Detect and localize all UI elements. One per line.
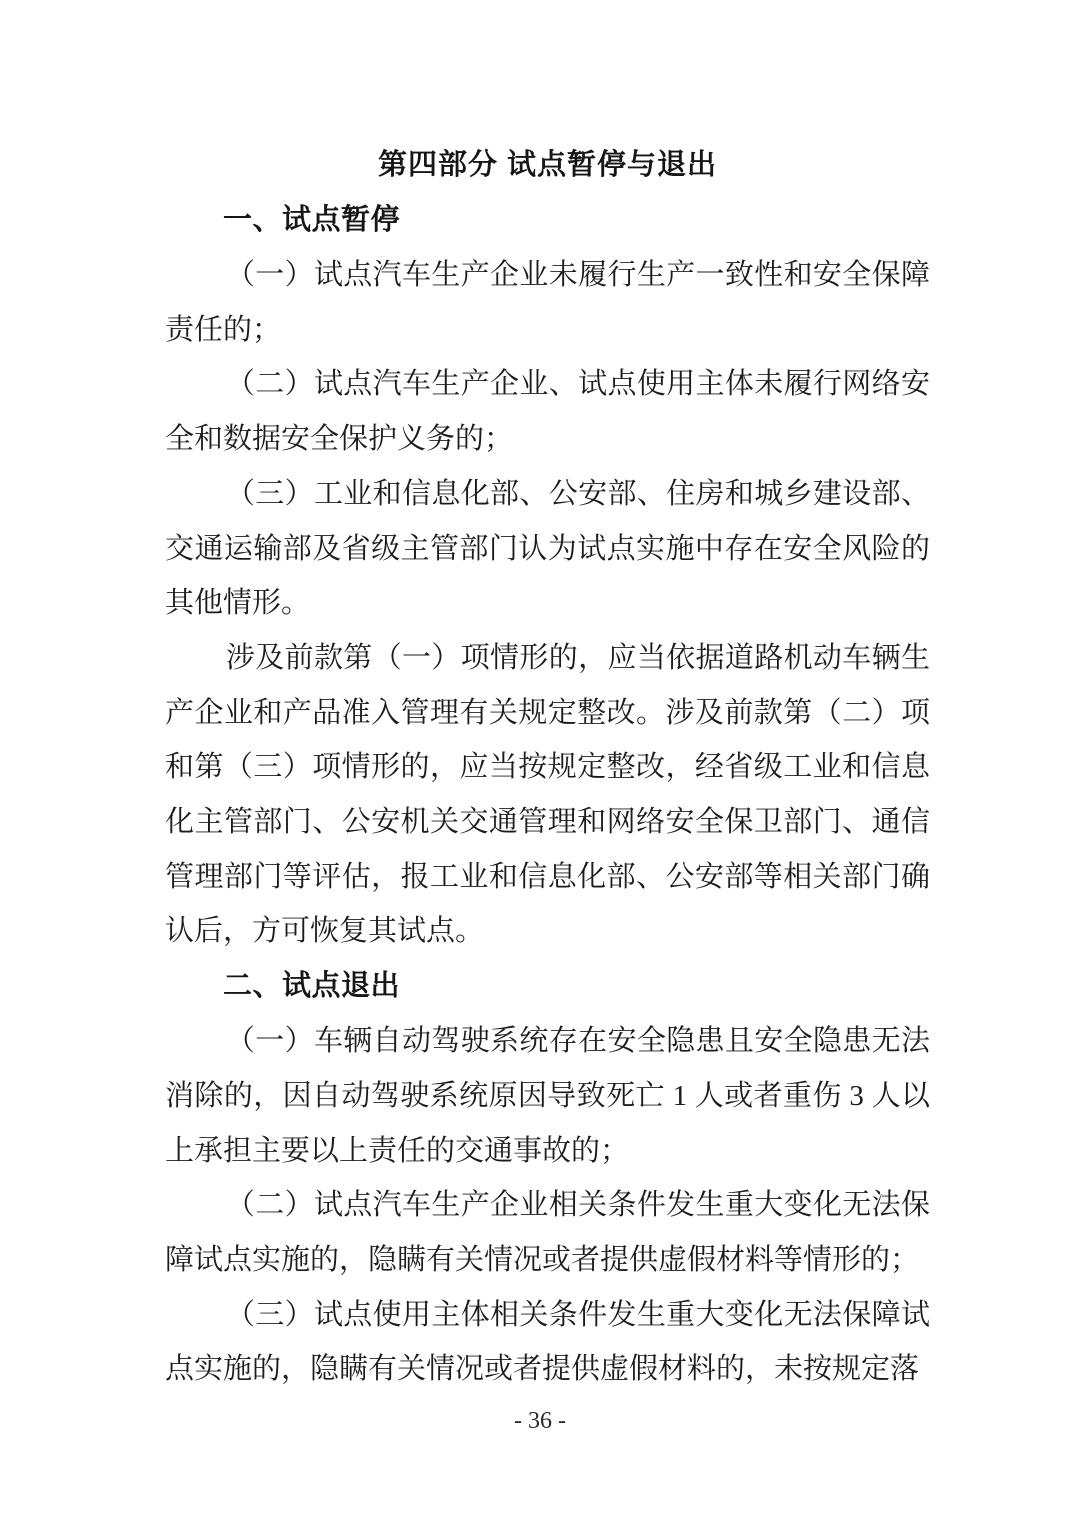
page-number: - 36 - [514,1408,566,1434]
paragraph-exit-item-3: （三）试点使用主体相关条件发生重大变化无法保障试点实施的，隐瞒有关情况或者提供虚假材料的，未按规定落 [165,1298,930,1386]
paragraph-exit-item-1: （一）车辆自动驾驶系统存在安全隐患且安全隐患无法消除的，因自动驾驶系统原因导致死亡 1 人或者重伤 3 人以上承担主要以上责任的交通事故的； [165,1025,930,1167]
document-body [165,138,930,1397]
section-pilot-exit [165,959,930,1397]
paragraph-suspension-remedy: 涉及前款第（一）项情形的，应当依据道路机动车辆生产企业和产品准入管理有关规定整改。涉及前款第（二）项和第（三）项情形的，应当按规定整改，经省级工业和信息化主管部门、公安机关交通管理和网络安全保卫部门、通信管理部门等评估，报工业和信息化部、公安部等相关部门确认后，方可恢复其试点。 [165,641,930,948]
document-title: 第四部分 试点暂停与退出 [377,149,718,181]
section-pilot-suspension [165,193,930,959]
paragraph-suspension-item-2: （二）试点汽车生产企业、试点使用主体未履行网络安全和数据安全保护义务的； [165,368,930,456]
section-heading-pilot-suspension: 一、试点暂停 [223,204,401,236]
paragraph-suspension-item-1: （一）试点汽车生产企业未履行生产一致性和安全保障责任的； [165,259,930,346]
paragraph-suspension-item-3: （三）工业和信息化部、公安部、住房和城乡建设部、交通运输部及省级主管部门认为试点实施中存在安全风险的其他情形。 [165,477,930,620]
section-heading-pilot-exit: 二、试点退出 [223,970,401,1003]
paragraph-exit-item-2: （二）试点汽车生产企业相关条件发生重大变化无法保障试点实施的，隐瞒有关情况或者提供虚假材料等情形的； [165,1189,930,1276]
